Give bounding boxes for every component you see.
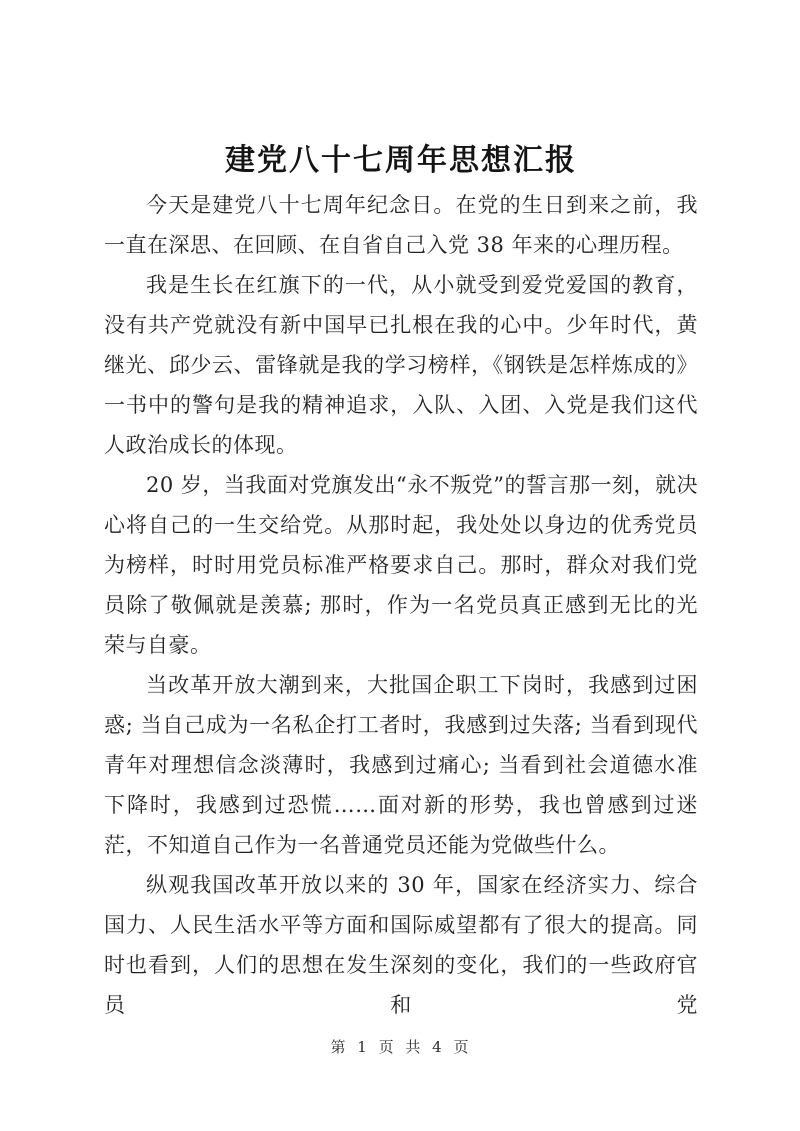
paragraph-childhood: 我是生长在红旗下的一代，从小就受到爱党爱国的教育，没有共产党就没有新中国早已扎根在我的心中。少年时代，黄继光、邱少云、雷锋就是我的学习榜样，《钢铁是怎样炼成的》一书中的警句是我的精神追求，入队、入团、入党是我们这代人政治成长的体现。	[104, 273, 698, 457]
paragraph-oath: 20 岁，当我面对党旗发出“永不叛党”的誓言那一刻，就决心将自己的一生交给党。从那时起，我处处以身边的优秀党员为榜样，时时用党员标准严格要求自己。那时，群众对我们党员除了敬佩就是羡慕; 那时，作为一名党员真正感到无比的光荣与自豪。	[104, 473, 698, 657]
paragraph-reform-review: 纵观我国改革开放以来的 30 年，国家在经济实力、综合国力、人民生活水平等方面和国际威望都有了很大的提高。同时也看到，人们的思想在发生深刻的变化，我们的一些政府官员和党	[104, 873, 698, 1017]
paragraph-intro: 今天是建党八十七周年纪念日。在党的生日到来之前，我一直在深思、在回顾、在自省自己入党 38 年来的心理历程。	[104, 193, 698, 257]
page-number-footer: 第 1 页 共 4 页	[330, 1038, 470, 1056]
paragraph-reform-feelings: 当改革开放大潮到来，大批国企职工下岗时，我感到过困惑; 当自己成为一名私企打工者时，我感到过失落; 当看到现代青年对理想信念淡薄时，我感到过痛心; 当看到社会道德水准下降时，我感到过恐慌……面对新的形势，我也曾感到过迷茫，不知道自己作为一名普通党员还能为党做些什么。	[104, 673, 698, 857]
document-body	[104, 185, 698, 1025]
document-title: 建党八十七周年思想汇报	[225, 143, 577, 178]
